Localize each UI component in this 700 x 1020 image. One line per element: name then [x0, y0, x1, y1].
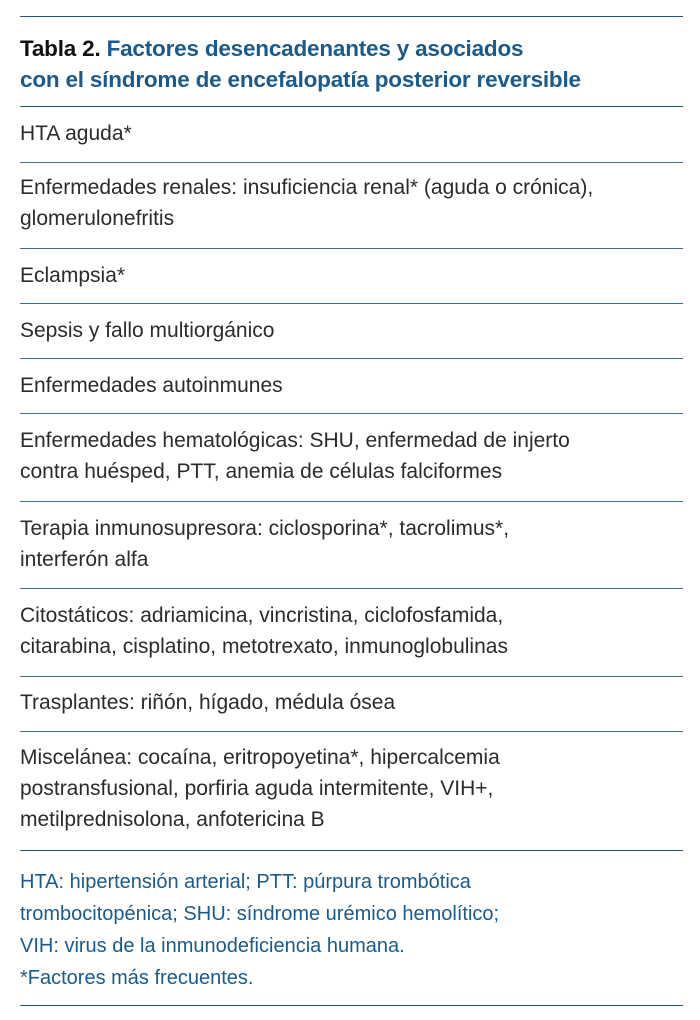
table-row-line: interferón alfa — [20, 548, 149, 571]
table-row-line: Eclampsia* — [20, 264, 126, 287]
footer-rule — [20, 850, 683, 851]
table-row — [20, 742, 683, 835]
row-divider — [20, 501, 683, 502]
table-footnote — [20, 866, 683, 994]
row-divider — [20, 162, 683, 163]
row-divider — [20, 731, 683, 732]
row-divider — [20, 248, 683, 249]
table-title — [20, 33, 683, 95]
table-row-line: Citostáticos: adriamicina, vincristina, ciclofosfamida, — [20, 604, 504, 627]
header-rule — [20, 106, 683, 107]
table-row-line: Trasplantes: riñón, hígado, médula ósea — [20, 691, 396, 714]
table-row-line: Terapia inmunosupresora: ciclosporina*, tacrolimus*, — [20, 517, 510, 540]
table-row-line: HTA aguda* — [20, 122, 132, 145]
row-divider — [20, 358, 683, 359]
footnote-line: *Factores más frecuentes. — [20, 967, 254, 989]
top-rule — [20, 16, 683, 17]
table-row-line: Enfermedades hematológicas: SHU, enfermedad de injerto — [20, 429, 570, 452]
table-row — [20, 425, 683, 487]
table-row-line: Sepsis y fallo multiorgánico — [20, 319, 275, 342]
footnote-line: VIH: virus de la inmunodeficiencia humana. — [20, 935, 405, 957]
row-divider — [20, 588, 683, 589]
table-title-line2: con el síndrome de encefalopatía posterior reversible — [20, 67, 581, 92]
table-row-line: contra huésped, PTT, anemia de células falciformes — [20, 460, 503, 483]
table-row-line: metilprednisolona, anfotericina B — [20, 808, 325, 831]
footnote-line: trombocitopénica; SHU: síndrome urémico hemolítico; — [20, 903, 500, 925]
table-row — [20, 513, 683, 575]
table-row-line: postransfusional, porfiria aguda intermitente, VIH+, — [20, 777, 494, 800]
table-row — [20, 687, 683, 718]
table-number: Tabla 2. — [20, 36, 101, 61]
table-row — [20, 315, 683, 346]
table-row-line: Enfermedades renales: insuficiencia renal* (aguda o crónica), — [20, 176, 594, 199]
row-divider — [20, 413, 683, 414]
table-row — [20, 172, 683, 234]
table-row — [20, 600, 683, 662]
row-divider — [20, 676, 683, 677]
bottom-rule — [20, 1005, 683, 1006]
table-row — [20, 260, 683, 291]
table-row-line: Enfermedades autoinmunes — [20, 374, 283, 397]
table-title-line1: Factores desencadenantes y asociados — [106, 36, 524, 61]
row-divider — [20, 303, 683, 304]
table-row-line: glomerulonefritis — [20, 207, 175, 230]
table-row — [20, 118, 683, 149]
table-row-line: citarabina, cisplatino, metotrexato, inmunoglobulinas — [20, 635, 508, 658]
table-row — [20, 370, 683, 401]
table-row-line: Miscelánea: cocaína, eritropoyetina*, hipercalcemia — [20, 746, 500, 769]
footnote-line: HTA: hipertensión arterial; PTT: púrpura trombótica — [20, 871, 471, 893]
